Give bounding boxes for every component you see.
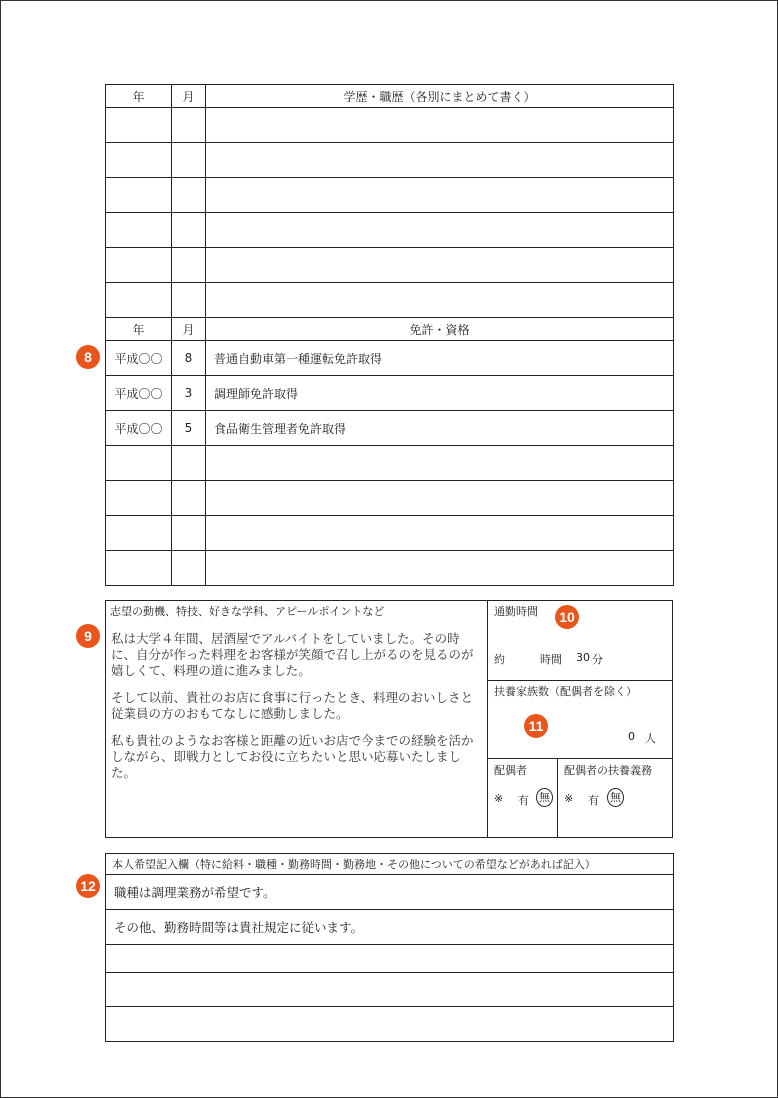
spouse-yes[interactable]: 有 [518,794,529,807]
history-month-cell[interactable] [172,283,206,318]
license-month-cell[interactable]: 8 [172,341,206,376]
commute-hours-unit: 時間 [540,653,562,666]
license-row[interactable] [106,481,674,516]
history-year-header: 年 [106,85,172,108]
license-month-cell[interactable]: 5 [172,411,206,446]
license-text-cell[interactable]: 食品衛生管理者免許取得 [206,411,674,446]
motivation-text[interactable] [111,631,483,792]
license-text-cell[interactable]: 調理師免許取得 [206,376,674,411]
history-year-cell[interactable] [106,248,172,283]
license-year-cell[interactable] [106,516,172,551]
license-year-cell[interactable] [106,551,172,586]
history-month-header: 月 [172,85,206,108]
license-row[interactable] [106,446,674,481]
license-month-cell[interactable] [172,516,206,551]
spouse-support-no-selected[interactable]: 無 [607,788,624,807]
dependents-count[interactable]: 0 [628,730,635,743]
history-month-cell[interactable] [172,143,206,178]
history-text-cell[interactable] [206,143,674,178]
license-text-cell[interactable] [206,516,674,551]
history-license-table [105,84,674,586]
requests-line[interactable] [106,973,674,1007]
section-marker-9: 9 [76,624,100,648]
license-text-cell[interactable] [206,551,674,586]
motivation-paragraph: そして以前、貴社のお店に食事に行ったとき、料理のおいしさと従業員の方のおもてなしに感動しました。 [111,690,474,721]
history-month-cell[interactable] [172,108,206,143]
license-row[interactable] [106,411,674,446]
history-text-cell[interactable] [206,283,674,318]
history-month-cell[interactable] [172,248,206,283]
section-marker-11: 11 [524,714,548,738]
spouse-note: ※ [494,792,504,805]
commute-label: 通勤時間 [494,605,538,618]
motivation-label: 志望の動機、特技、好きな学科、アピールポイントなど [110,605,385,618]
commute-divider [487,680,673,681]
history-text-cell[interactable] [206,213,674,248]
history-header-row [106,85,674,108]
requests-line[interactable] [106,1007,674,1042]
commute-prefix: 約 [494,653,505,666]
license-month-cell[interactable]: 3 [172,376,206,411]
license-title-header: 免許・資格 [206,318,674,341]
history-year-cell[interactable] [106,143,172,178]
history-row[interactable] [106,248,674,283]
license-month-cell[interactable] [172,446,206,481]
dependents-label: 扶養家族数（配偶者を除く） [494,685,637,698]
commute-minutes-unit: 分 [592,653,603,666]
license-row[interactable] [106,516,674,551]
history-title-header: 学歴・職歴（各別にまとめて書く） [206,85,674,108]
requests-line[interactable]: 職種は調理業務が希望です。 [106,875,674,910]
license-month-header: 月 [172,318,206,341]
spouse-label: 配偶者 [494,764,527,777]
license-row[interactable] [106,341,674,376]
license-month-cell[interactable] [172,481,206,516]
history-text-cell[interactable] [206,178,674,213]
history-month-cell[interactable] [172,178,206,213]
license-text-cell[interactable]: 普通自動車第一種運転免許取得 [206,341,674,376]
history-year-cell[interactable] [106,213,172,248]
license-row[interactable] [106,551,674,586]
history-row[interactable] [106,178,674,213]
license-year-cell[interactable] [106,481,172,516]
history-row[interactable] [106,283,674,318]
spouse-no-selected[interactable]: 無 [536,788,553,807]
section-marker-10: 10 [555,605,579,629]
history-year-cell[interactable] [106,108,172,143]
commute-minutes[interactable]: 30 [576,651,590,664]
license-year-cell[interactable]: 平成〇〇 [106,376,172,411]
requests-line[interactable]: その他、勤務時間等は貴社規定に従います。 [106,910,674,945]
license-row[interactable] [106,376,674,411]
motivation-divider [487,600,488,838]
motivation-paragraph: 私は大学４年間、居酒屋でアルバイトをしていました。その時に、自分が作った料理をお客様が笑顔で召し上がるのを見るのが嬉しくて、料理の道に進みました。 [111,631,474,678]
license-year-cell[interactable]: 平成〇〇 [106,411,172,446]
history-text-cell[interactable] [206,108,674,143]
license-header-row [106,318,674,341]
motivation-paragraph: 私も貴社のようなお客様と距離の近いお店で今までの経験を活かしながら、即戦力としてお役に立ちたいと思い応募いたしました。 [111,733,474,780]
spouse-support-yes[interactable]: 有 [588,794,599,807]
license-year-cell[interactable]: 平成〇〇 [106,341,172,376]
requests-table [105,853,674,1042]
license-year-cell[interactable] [106,446,172,481]
history-month-cell[interactable] [172,213,206,248]
requests-label: 本人希望記入欄（特に給料・職種・勤務時間・勤務地・その他についての希望などがあれば記入） [106,854,674,875]
spouse-support-note: ※ [564,792,574,805]
history-year-cell[interactable] [106,178,172,213]
spouse-divider [557,758,558,838]
license-year-header: 年 [106,318,172,341]
history-row[interactable] [106,143,674,178]
section-marker-8: 8 [76,345,100,369]
requests-line[interactable] [106,945,674,973]
history-row[interactable] [106,108,674,143]
license-text-cell[interactable] [206,446,674,481]
dependents-divider [487,758,673,759]
license-text-cell[interactable] [206,481,674,516]
history-year-cell[interactable] [106,283,172,318]
section-marker-12: 12 [76,874,100,898]
history-row[interactable] [106,213,674,248]
spouse-support-label: 配偶者の扶養義務 [564,764,652,777]
license-month-cell[interactable] [172,551,206,586]
history-text-cell[interactable] [206,248,674,283]
dependents-unit: 人 [645,732,656,745]
